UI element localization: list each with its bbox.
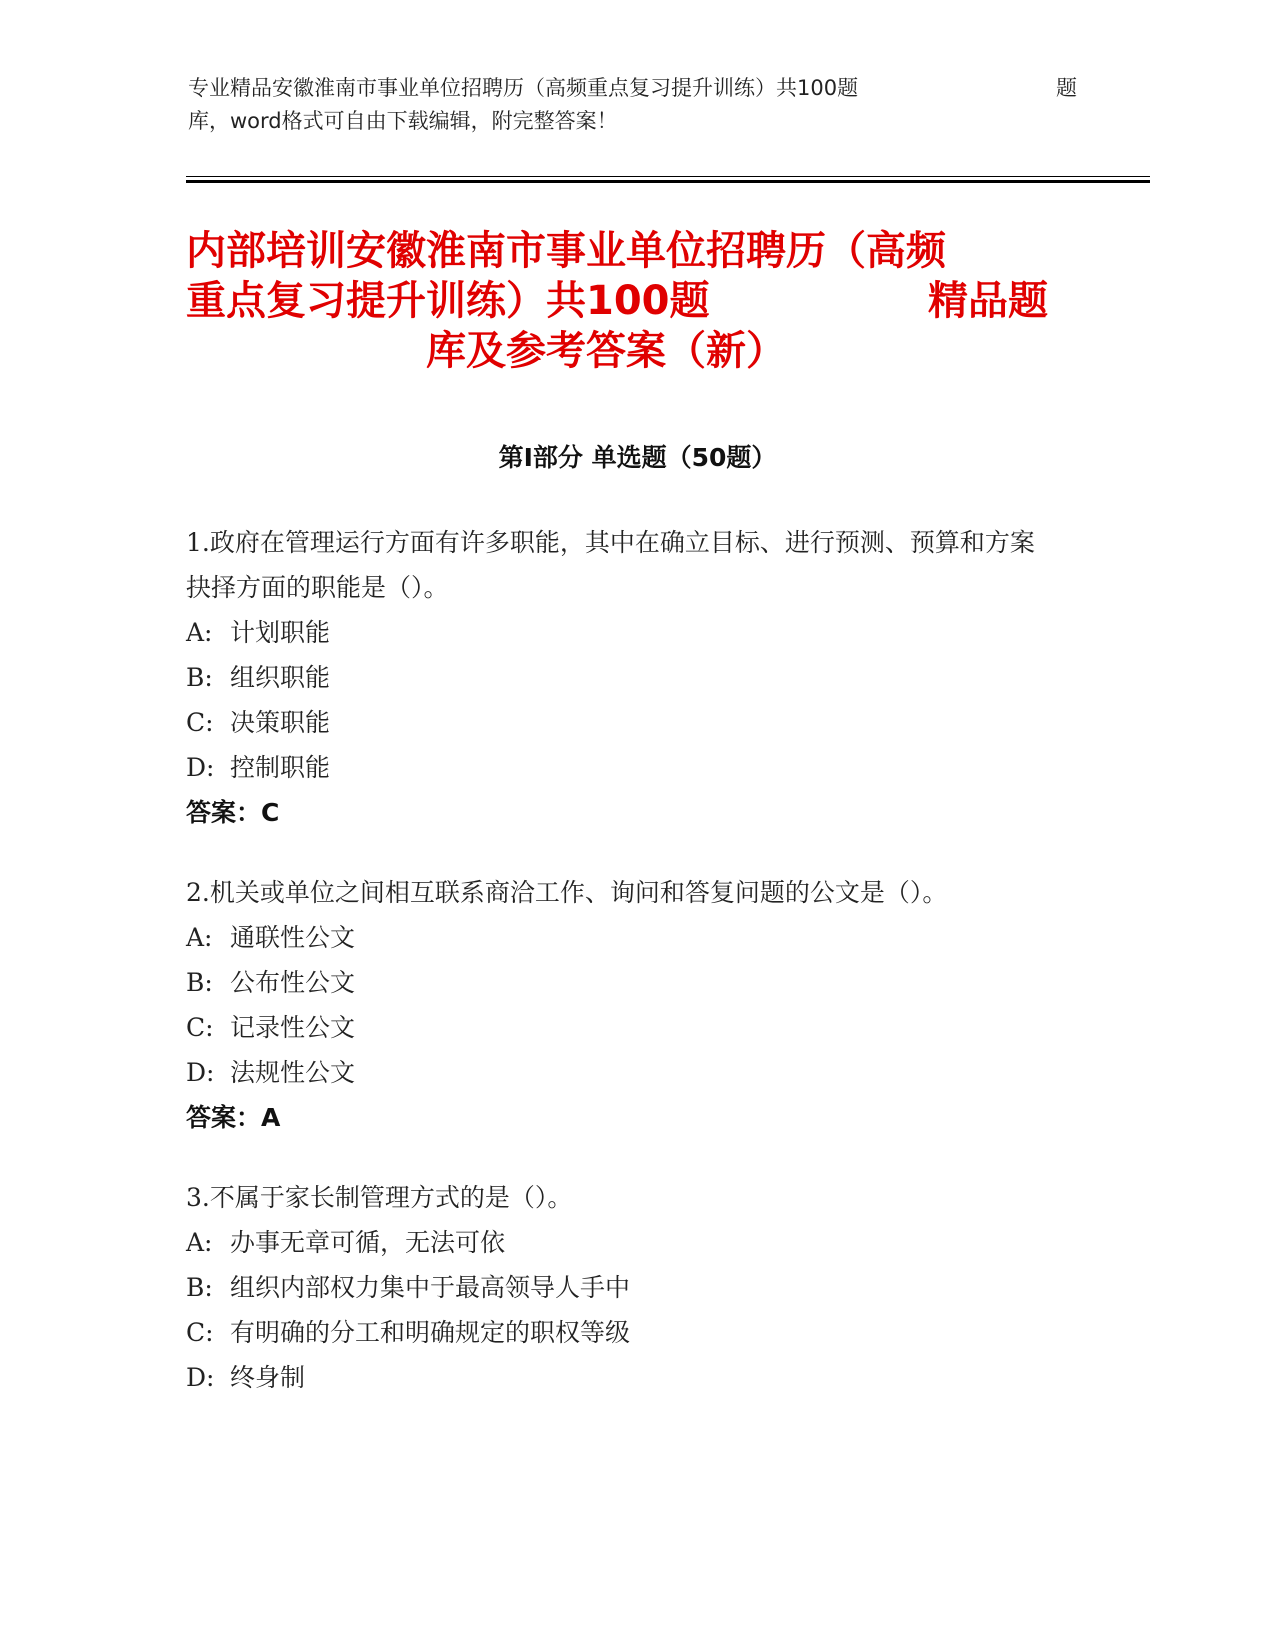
option-label: C: [186, 1318, 214, 1347]
option-text: 记录性公文 [230, 1013, 356, 1042]
option-a [186, 1220, 1056, 1265]
option-text: 组织内部权力集中于最高领导人手中 [230, 1273, 631, 1302]
option-label: D: [186, 1363, 215, 1392]
answer-line: 答案：C [186, 798, 280, 827]
question-stem: 1.政府在管理运行方面有许多职能，其中在确立目标、进行预测、预算和方案抉择方面的职能是（）。 [186, 528, 1035, 602]
option-c [186, 1005, 1056, 1050]
document-title [186, 226, 1074, 376]
option-text: 终身制 [230, 1363, 306, 1392]
option-d [186, 745, 1056, 790]
title-line-2-text: 重点复习提升训练）共100题 [186, 278, 710, 324]
option-label: A: [186, 923, 213, 952]
option-text: 公布性公文 [230, 968, 356, 997]
title-line-3: 库及参考答案（新） [426, 328, 786, 374]
option-d [186, 1355, 1056, 1400]
option-label: B: [186, 968, 213, 997]
title-line-1: 内部培训安徽淮南市事业单位招聘历（高频 [186, 228, 946, 274]
section-heading: 第Ⅰ部分 单选题（50题） [498, 443, 777, 472]
question-2 [186, 870, 1056, 1140]
option-text: 法规性公文 [230, 1058, 356, 1087]
option-b [186, 655, 1056, 700]
option-label: C: [186, 708, 214, 737]
option-label: D: [186, 753, 215, 782]
title-line-2 [186, 276, 1074, 326]
option-label: C: [186, 1013, 214, 1042]
option-a [186, 610, 1056, 655]
question-1 [186, 520, 1056, 835]
option-text: 决策职能 [230, 708, 331, 737]
question-stem: 2.机关或单位之间相互联系商洽工作、询问和答复问题的公文是（）。 [186, 878, 948, 907]
option-b [186, 960, 1056, 1005]
question-3 [186, 1175, 1056, 1400]
option-a [186, 915, 1056, 960]
option-text: 组织职能 [230, 663, 331, 692]
option-text: 控制职能 [230, 753, 331, 782]
option-text: 计划职能 [230, 618, 331, 647]
option-label: A: [186, 1228, 213, 1257]
answer-line: 答案：A [186, 1103, 281, 1132]
document-header [188, 72, 1088, 138]
option-c [186, 1310, 1056, 1355]
option-text: 有明确的分工和明确规定的职权等级 [230, 1318, 631, 1347]
option-b [186, 1265, 1056, 1310]
title-line-2-tail: 精品题 [928, 278, 1048, 324]
option-label: B: [186, 663, 213, 692]
header-line-1-text: 专业精品安徽淮南市事业单位招聘历（高频重点复习提升训练）共100题 [188, 76, 859, 100]
header-line-1 [188, 72, 1088, 105]
header-line-2: 库，word格式可自由下载编辑，附完整答案！ [188, 109, 618, 133]
option-label: B: [186, 1273, 213, 1302]
header-rule-thick [186, 180, 1150, 183]
question-stem: 3.不属于家长制管理方式的是（）。 [186, 1183, 573, 1212]
option-c [186, 700, 1056, 745]
option-d [186, 1050, 1056, 1095]
header-rule-thin [186, 176, 1150, 177]
option-text: 办事无章可循，无法可依 [230, 1228, 506, 1257]
option-text: 通联性公文 [230, 923, 356, 952]
option-label: D: [186, 1058, 215, 1087]
question-list [186, 520, 1056, 1435]
option-label: A: [186, 618, 213, 647]
header-line-1-tail: 题 [1056, 76, 1077, 100]
